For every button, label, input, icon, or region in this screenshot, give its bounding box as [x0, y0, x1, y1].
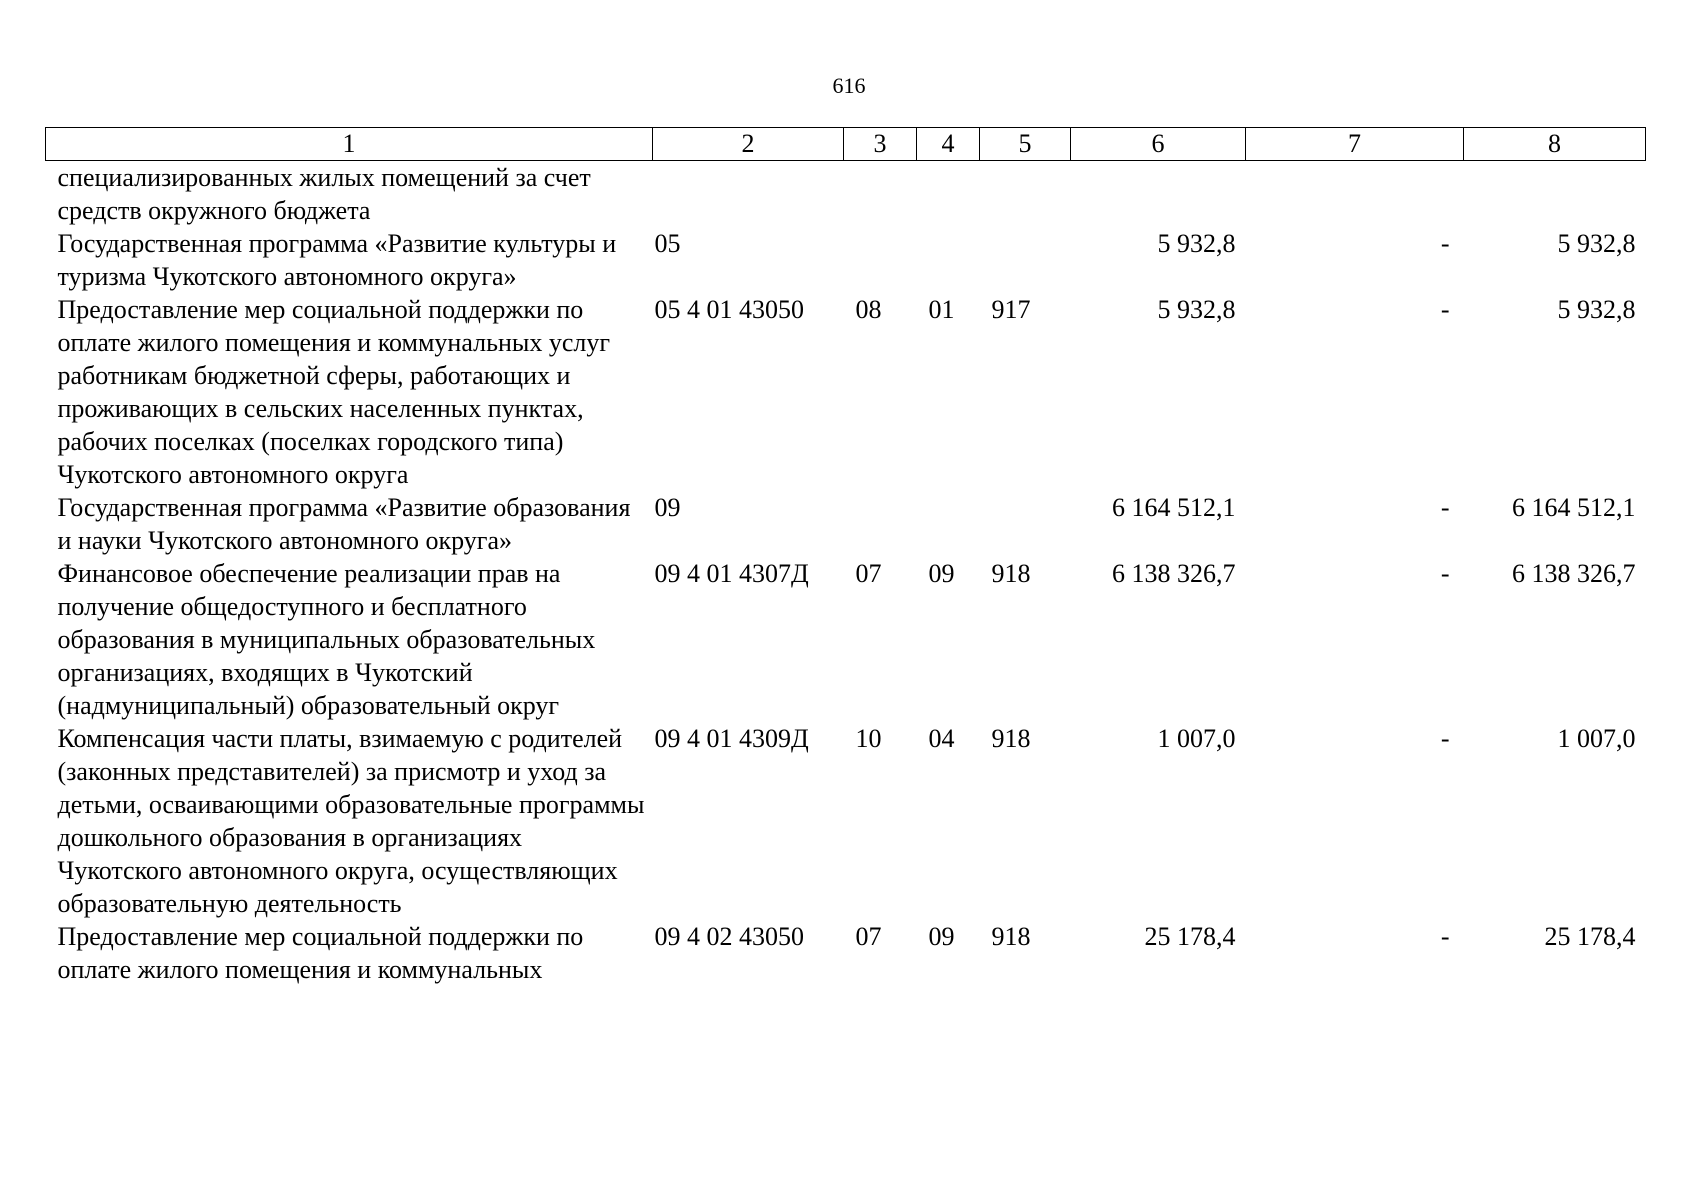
row-col-4: 09: [928, 559, 955, 588]
row-col-3: 10: [855, 724, 882, 753]
row-name: Предоставление мер социальной поддержки по оплате жилого помещения и коммунальных: [57, 922, 584, 984]
row-code: [653, 161, 844, 228]
row-col-6: 25 178,4: [1144, 922, 1236, 951]
table-row: [46, 920, 1646, 986]
row-col-8: 6 164 512,1: [1512, 493, 1636, 522]
row-col-5: [980, 161, 1071, 228]
row-col-6: 1 007,0: [1157, 724, 1236, 753]
row-code: 09: [654, 493, 681, 522]
row-col-5: 917: [991, 295, 1031, 324]
table-row: [46, 293, 1646, 491]
row-col-6: 5 932,8: [1157, 229, 1236, 258]
row-col-8: 5 932,8: [1557, 229, 1636, 258]
row-code: 05 4 01 43050: [654, 295, 804, 324]
table-body: [46, 161, 1646, 987]
row-col-3: 07: [855, 559, 882, 588]
row-name: Компенсация части платы, взимаемую с родителей (законных представителей) за присмотр и уход за детьми, осваивающими образовательные программы дошкольного образования в организациях Чукотского автономного округа, осуществляющих образовательную деятельность: [57, 724, 645, 918]
row-col-4: 04: [928, 724, 955, 753]
header-row: [46, 128, 1646, 161]
row-col-7: [1246, 161, 1464, 228]
table-row: [46, 722, 1646, 920]
budget-table-container: [45, 127, 1645, 986]
row-col-6: 5 932,8: [1157, 295, 1236, 324]
row-name: Предоставление мер социальной поддержки по оплате жилого помещения и коммунальных услуг работникам бюджетной сферы, работающих и проживающих в сельских населенных пунктах, рабочих поселках (поселках городского типа) Чукотского автономного округа: [57, 295, 610, 489]
row-col-6: 6 138 326,7: [1112, 559, 1236, 588]
row-col-7: -: [1440, 724, 1450, 753]
row-col-3: [844, 227, 917, 293]
row-col-3: [844, 491, 917, 557]
row-col-4: [917, 491, 980, 557]
column-header-5: 5: [980, 128, 1071, 161]
row-name: Финансовое обеспечение реализации прав на получение общедоступного и бесплатного образования в муниципальных образовательных организациях, входящих в Чукотский (надмуниципальный) образовательный округ: [57, 559, 596, 720]
row-col-4: 09: [928, 922, 955, 951]
row-col-8: 6 138 326,7: [1512, 559, 1636, 588]
row-col-5: [980, 491, 1071, 557]
row-name: Государственная программа «Развитие образования и науки Чукотского автономного округа»: [57, 493, 631, 555]
row-col-8: 5 932,8: [1557, 295, 1636, 324]
table-row: [46, 227, 1646, 293]
row-col-7: -: [1440, 295, 1450, 324]
table-row: [46, 557, 1646, 722]
row-col-4: [917, 227, 980, 293]
column-header-7: 7: [1246, 128, 1464, 161]
column-header-6: 6: [1071, 128, 1246, 161]
row-col-6: [1071, 161, 1246, 228]
column-header-3: 3: [844, 128, 917, 161]
table-row: [46, 491, 1646, 557]
row-col-3: [844, 161, 917, 228]
row-col-8: 25 178,4: [1544, 922, 1636, 951]
column-header-8: 8: [1464, 128, 1646, 161]
row-col-3: 08: [855, 295, 882, 324]
column-header-4: 4: [917, 128, 980, 161]
row-col-7: -: [1440, 229, 1450, 258]
row-code: 09 4 01 4307Д: [654, 559, 809, 588]
table-header: [46, 128, 1646, 161]
row-col-7: -: [1440, 493, 1450, 522]
row-col-5: 918: [991, 724, 1031, 753]
row-name: специализированных жилых помещений за счет средств окружного бюджета: [57, 163, 591, 225]
page-number: 616: [832, 73, 866, 98]
row-col-6: 6 164 512,1: [1112, 493, 1236, 522]
row-col-8: 1 007,0: [1557, 724, 1636, 753]
row-col-5: [980, 227, 1071, 293]
budget-table: [45, 127, 1646, 986]
row-col-7: -: [1440, 559, 1450, 588]
row-name: Государственная программа «Развитие культуры и туризма Чукотского автономного округа»: [57, 229, 617, 291]
row-col-8: [1464, 161, 1646, 228]
row-col-5: 918: [991, 922, 1031, 951]
row-col-5: 918: [991, 559, 1031, 588]
row-code: 09 4 02 43050: [654, 922, 804, 951]
row-col-3: 07: [855, 922, 882, 951]
row-col-4: [917, 161, 980, 228]
column-header-1: 1: [46, 128, 653, 161]
table-row: [46, 161, 1646, 228]
row-code: 05: [654, 229, 681, 258]
row-code: 09 4 01 4309Д: [654, 724, 809, 753]
row-col-7: -: [1440, 922, 1450, 951]
column-header-2: 2: [653, 128, 844, 161]
row-col-4: 01: [928, 295, 955, 324]
